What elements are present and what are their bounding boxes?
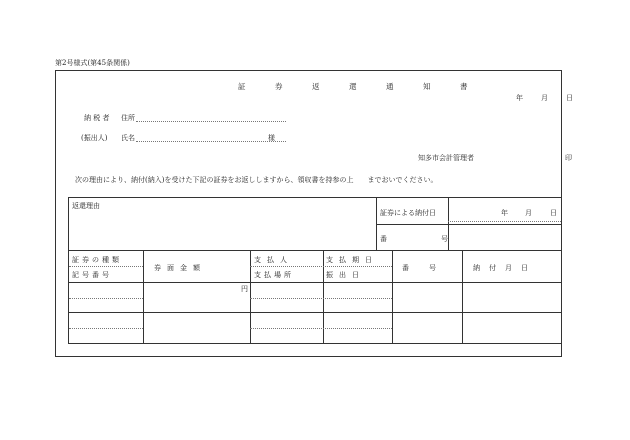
col-security-type: 証券の種類 <box>72 256 122 264</box>
col-face-amount: 券面金額 <box>154 264 206 272</box>
paid-date-month: 月 <box>525 209 532 217</box>
number-label-b: 号 <box>441 235 448 243</box>
address-label: 住所 <box>121 114 135 122</box>
col-issue-date: 振出日 <box>326 271 365 279</box>
paid-date-day: 日 <box>550 209 557 217</box>
honorific: 様 <box>268 134 275 142</box>
form-number-label: 第2号様式(第45条関係) <box>55 59 130 67</box>
payer-label: (振出人) <box>81 134 108 142</box>
document-title: 証 券 返 還 通 知 書 <box>238 82 479 91</box>
date-month: 月 <box>541 94 548 102</box>
col-paid-date: 納付月日 <box>473 264 537 272</box>
paid-date-label: 証券による納付日 <box>380 209 436 217</box>
yen-unit: 円 <box>241 285 248 293</box>
col-number: 番号 <box>402 264 456 272</box>
notice-text: 次の理由により、納付(納入)を受けた下記の証券をお返ししますから、領収書を持参の上 までおいでください。 <box>75 176 438 184</box>
address-field-line <box>136 121 286 122</box>
col-payer: 支払人 <box>254 256 293 264</box>
date-year: 年 <box>516 94 523 102</box>
col-symbol-number: 記号番号 <box>72 271 112 279</box>
col-payment-due: 支払期日 <box>326 256 378 264</box>
taxpayer-label: 納 税 者 <box>84 114 110 122</box>
paid-date-year: 年 <box>501 209 508 217</box>
securities-table <box>68 197 562 344</box>
name-field-line <box>136 141 286 142</box>
seal-mark: 印 <box>565 154 572 162</box>
col-payment-place: 支払場所 <box>254 271 294 279</box>
date-day: 日 <box>566 94 573 102</box>
reason-label: 返還理由 <box>72 202 100 210</box>
name-label: 氏名 <box>121 134 135 142</box>
manager-label: 知多市会計管理者 <box>418 154 474 162</box>
number-label-a: 番 <box>380 235 387 243</box>
